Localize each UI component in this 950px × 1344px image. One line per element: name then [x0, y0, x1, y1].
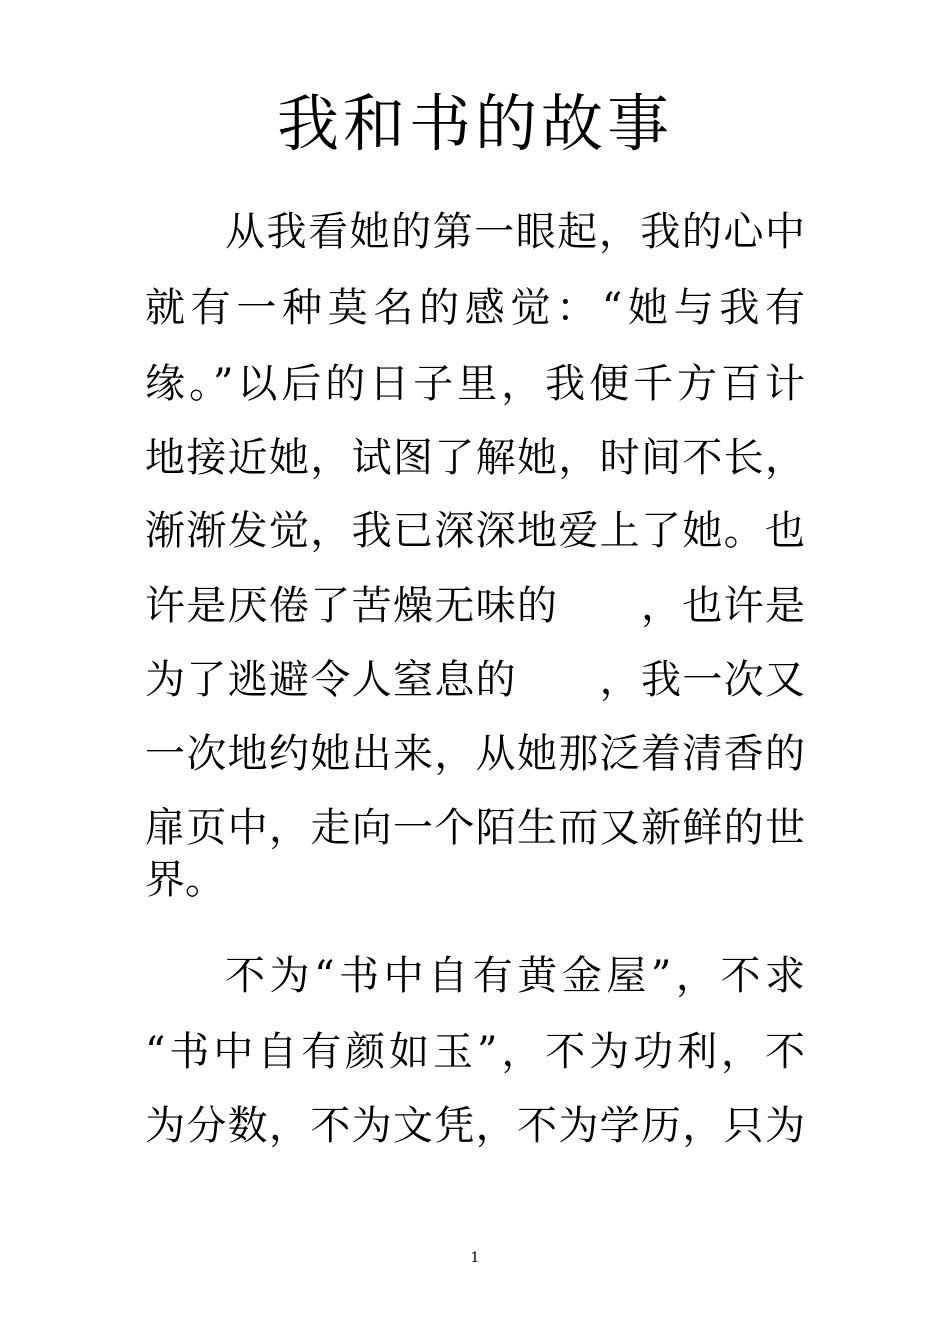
- paragraph-line: 许是厌倦了苦燥无味的 ，也许是: [145, 583, 805, 629]
- paragraph-line: 为了逃避令人窒息的 ，我一次又: [145, 657, 805, 703]
- paragraph-line: 扉页中，走向一个陌生而又新鲜的世: [145, 805, 805, 851]
- paragraph-line: 一次地约她出来，从她那泛着清香的: [145, 731, 805, 777]
- paragraph-line: 为分数，不为文凭，不为学历，只为: [145, 1103, 805, 1149]
- paragraph-line: 从我看她的第一眼起，我的心中: [225, 209, 805, 255]
- paragraph-line: 地接近她，试图了解她，时间不长，: [145, 435, 805, 481]
- paragraph-line: 渐渐发觉，我已深深地爱上了她。也: [145, 508, 805, 554]
- page-number: 1: [470, 1250, 480, 1266]
- paragraph-line: 就有一种莫名的感觉：“她与我有: [145, 285, 805, 331]
- paragraph-line: 缘。”以后的日子里，我便千方百计: [145, 361, 805, 407]
- paragraph-line: 界。: [145, 857, 225, 903]
- document-title: 我和书的故事: [276, 87, 673, 160]
- paragraph-line: 不为“书中自有黄金屋”，不求: [225, 953, 805, 999]
- paragraph-line: “书中自有颜如玉”，不为功利，不: [145, 1029, 805, 1075]
